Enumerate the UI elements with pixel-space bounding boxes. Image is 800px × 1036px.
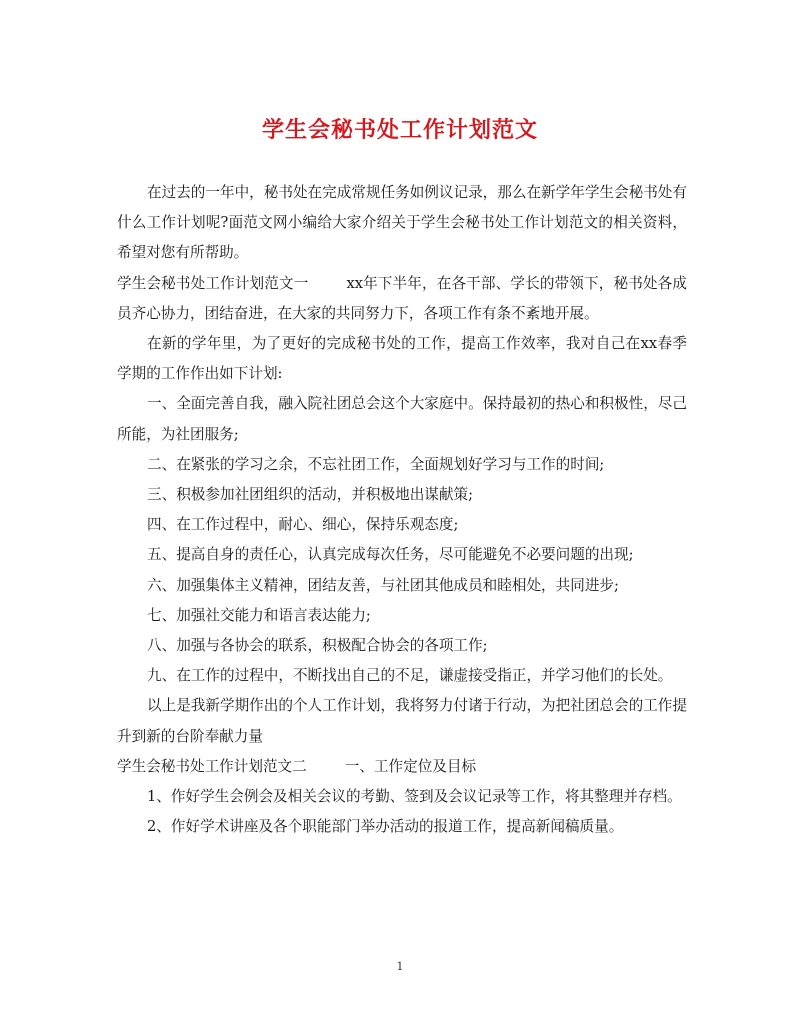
- section1-heading: 学生会秘书处工作计划范文一: [117, 274, 309, 292]
- section2-item: 1、作好学生会例会及相关会议的考勤、签到及会议记录等工作，将其整理并存档。: [147, 788, 682, 806]
- plan-item: 八、加强与各协会的联系，积极配合协会的各项工作;: [147, 637, 488, 655]
- document-title: 学生会秘书处工作计划范文: [261, 117, 538, 143]
- plan-item: 三、积极参加社团组织的活动，并积极地出谋献策;: [147, 486, 473, 504]
- plan-item: 一、全面完善自我，融入院社团总会这个大家庭中。保持最初的热心和积极性，尽己所能，为社团服务;: [117, 395, 687, 443]
- plan-item: 九、在工作的过程中，不断找出自己的不足，谦虚接受指正，并学习他们的长处。: [147, 667, 673, 685]
- section2-item: 2、作好学术讲座及各个职能部门举办活动的报道工作，提高新闻稿质量。: [147, 818, 624, 836]
- page-number: 1: [396, 960, 404, 973]
- section2-paragraph: [117, 752, 687, 782]
- plan-item: 六、加强集体主义精神，团结友善，与社团其他成员和睦相处，共同进步;: [147, 576, 619, 594]
- plan-item: 四、在工作过程中，耐心、细心，保持乐观态度;: [147, 516, 459, 534]
- conclusion-paragraph: 以上是我新学期作出的个人工作计划，我将努力付诸于行动，为把社团总会的工作提升到新的台阶奉献力量: [117, 697, 687, 745]
- new-year-paragraph: 在新的学年里，为了更好的完成秘书处的工作，提高工作效率，我对自己在xx春季学期的工作作出如下计划:: [117, 335, 687, 383]
- section2-text: 一、工作定位及目标: [344, 757, 477, 775]
- plan-item: 五、提高自身的责任心，认真完成每次任务，尽可能避免不必要问题的出现;: [147, 546, 634, 564]
- section1-paragraph: [117, 269, 687, 329]
- section2-heading: 学生会秘书处工作计划范文二: [117, 757, 307, 775]
- section1-text: xx年下半年，在各干部、学长的带领下，秘书处各成员齐心协力，团结奋进，在大家的共同努力下，各项工作有条不紊地开展。: [117, 274, 687, 322]
- document-body: [117, 178, 687, 842]
- plan-item: 二、在紧张的学习之余，不忘社团工作，全面规划好学习与工作的时间;: [147, 455, 605, 473]
- intro-paragraph: 在过去的一年中，秘书处在完成常规任务如例议记录，那么在新学年学生会秘书处有什么工作计划呢?面范文网小编给大家介绍关于学生会秘书处工作计划范文的相关资料，希望对您有所帮助。: [117, 184, 687, 262]
- plan-item: 七、加强社交能力和语言表达能力;: [147, 606, 371, 624]
